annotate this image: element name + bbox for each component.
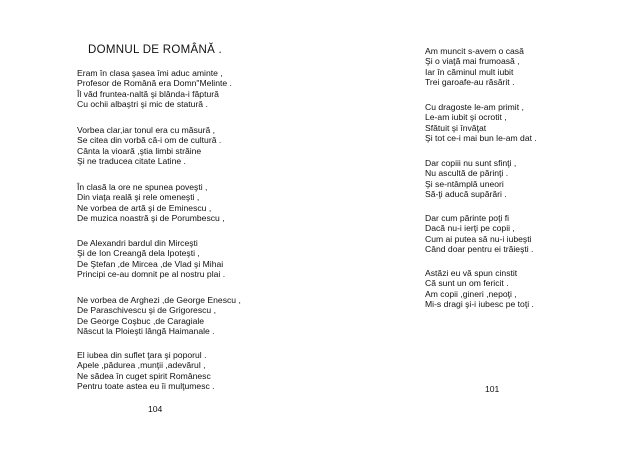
verse-line: Cu dragoste le-am primit , xyxy=(425,102,524,112)
verse-line: Ne sădea în cuget spirit Românesc xyxy=(77,370,211,381)
verse-line: Născut la Ploieşti lângă Haimanale . xyxy=(77,325,215,336)
verse-line: De muzica noastră şi de Porumbescu , xyxy=(77,212,225,223)
verse-line: El iubea din suflet ţara şi poporul . xyxy=(77,350,207,360)
verse-line: Se citea din vorbă că-i om de cultură . xyxy=(77,135,222,146)
stanza-3 xyxy=(77,182,225,223)
page-number-left: 104 xyxy=(148,404,163,414)
stanza-2 xyxy=(77,125,221,166)
verse-line: Şi o viaţă mai frumoasă , xyxy=(425,56,520,67)
verse-line: Eram în clasa şasea îmi aduc aminte , xyxy=(77,68,223,78)
verse-line: Şi de Ion Creangă dela Ipoteşti , xyxy=(77,248,200,259)
right-page xyxy=(319,0,638,452)
stanza-5 xyxy=(425,268,534,309)
verse-line: Iar în căminul mult iubit xyxy=(425,66,514,77)
verse-line: De Paraschivescu şi de Grigorescu , xyxy=(77,305,216,316)
verse-line: Mi-s dragi şi-i iubesc pe toţi . xyxy=(425,298,534,309)
verse-line: Din viaţa reală şi rele omeneşti , xyxy=(77,192,200,203)
stanza-1 xyxy=(425,46,524,87)
verse-line: De Ştefan ,de Mircea ,de Vlad şi Mihai xyxy=(77,258,224,269)
stanza-4 xyxy=(425,213,533,254)
verse-line: Şi ne traducea citate Latine . xyxy=(77,155,186,166)
verse-line: Cânta la vioară ,ştia limbi străine xyxy=(77,145,202,156)
verse-line: Dacă nu-i ierţi pe copii , xyxy=(425,223,515,234)
verse-line: Astăzi eu vă spun cinstit xyxy=(425,268,518,278)
verse-line: Apele ,pădurea ,munţii ,adevărul , xyxy=(77,360,206,371)
verse-line: Cum ai putea să nu-i iubeşti xyxy=(425,233,532,244)
verse-line: În clasă la ore ne spunea poveşti , xyxy=(77,182,208,192)
verse-line: Cu ochii albaştri şi mic de statură . xyxy=(77,98,208,109)
verse-line: Dar cum părinte poţi fi xyxy=(425,213,510,223)
verse-line: Am copii ,gineri ,nepoţi , xyxy=(425,288,517,299)
verse-line: Dar copiii nu sunt sfinţi , xyxy=(425,158,517,168)
verse-line: Că sunt un om fericit . xyxy=(425,278,509,289)
stanza-1 xyxy=(77,68,232,109)
verse-line: Ne vorbea de artă şi de Eminescu , xyxy=(77,202,212,213)
verse-line: Le-am iubit şi ocrotit , xyxy=(425,112,507,123)
verse-line: Şi tot ce-i mai bun le-am dat . xyxy=(425,132,537,143)
verse-line: Ne vorbea de Arghezi ,de George Enescu , xyxy=(77,295,241,305)
stanza-4 xyxy=(77,238,225,279)
verse-line: De Alexandri bardul din Mirceşti xyxy=(77,238,198,248)
verse-line: Şi se-ntâmplă uneori xyxy=(425,178,504,189)
verse-line: Pentru toate astea eu îi mulţumesc . xyxy=(77,380,215,391)
stanza-2 xyxy=(425,102,537,143)
verse-line: Trei garoafe-au răsărit . xyxy=(425,76,515,87)
verse-line: Profesor de Română era Domn"Melinte . xyxy=(77,78,232,89)
verse-line: De George Coşbuc ,de Caragiale xyxy=(77,315,205,326)
verse-line: Nu ascultă de părinţi . xyxy=(425,168,509,179)
page-number-right: 101 xyxy=(485,384,500,394)
verse-line: Când doar pentru ei trăieşti . xyxy=(425,243,534,254)
poem-title: DOMNUL DE ROMÂNĂ . xyxy=(88,44,223,56)
verse-line: Principi ce-au domnit pe al nostru plai . xyxy=(77,268,226,279)
verse-line: Sfătuit şi învăţat xyxy=(425,122,487,133)
verse-line: Am muncit s-avem o casă xyxy=(425,46,524,56)
stanza-6 xyxy=(77,350,215,391)
verse-line: Să-ţi aducă supărări . xyxy=(425,188,507,199)
stanza-5 xyxy=(77,295,241,336)
verse-line: Îl văd fruntea-naltă şi blânda-i făptură xyxy=(77,88,219,99)
stanza-3 xyxy=(425,158,516,199)
verse-line: Vorbea clar,iar tonul era cu măsură , xyxy=(77,125,216,135)
